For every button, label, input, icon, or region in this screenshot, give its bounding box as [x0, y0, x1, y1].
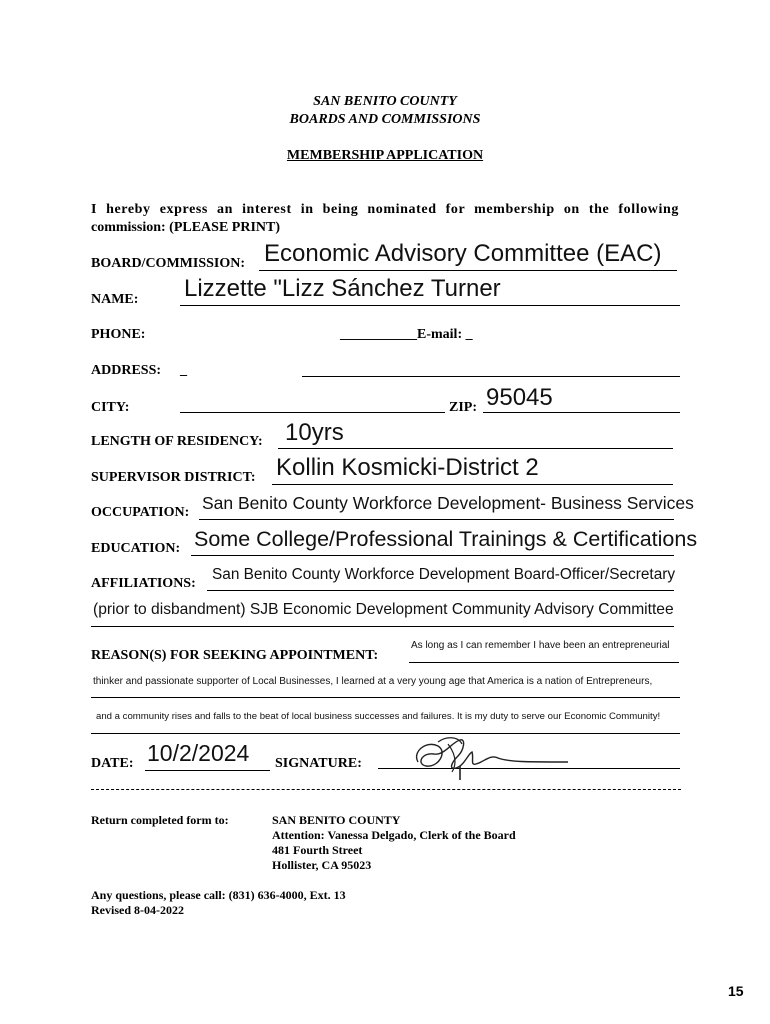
address-underline	[302, 376, 680, 377]
city-underline[interactable]	[180, 412, 445, 413]
dashed-separator	[91, 789, 681, 790]
board-label: BOARD/COMMISSION:	[91, 256, 246, 271]
name-underline	[180, 305, 680, 306]
reasons-field-2[interactable]: thinker and passionate supporter of Local Businesses, I learned at a very young age that America is a nation of Entrepreneurs,	[93, 676, 653, 687]
reasons-field-3[interactable]: and a community rises and falls to the beat of local business successes and failures. It is my duty to serve our Economic Community!	[96, 711, 661, 722]
address-field[interactable]: _	[180, 363, 187, 378]
return-label: Return completed form to:	[91, 813, 229, 827]
signature-label: SIGNATURE:	[275, 756, 362, 771]
signature-image	[408, 732, 578, 784]
city-label: CITY:	[91, 400, 130, 415]
education-field[interactable]: Some College/Professional Trainings & Certifications	[194, 527, 698, 551]
affiliations-underline	[207, 590, 674, 591]
name-label: NAME:	[91, 292, 139, 307]
district-field[interactable]: Kollin Kosmicki-District 2	[276, 454, 539, 481]
date-underline	[145, 770, 270, 771]
page-number: 15	[728, 983, 744, 999]
affiliations-label: AFFILIATIONS:	[91, 576, 196, 591]
reasons-underline-2	[91, 697, 680, 698]
residency-underline	[278, 448, 673, 449]
occupation-underline	[199, 519, 674, 520]
residency-field[interactable]: 10yrs	[285, 419, 344, 446]
zip-underline	[483, 412, 680, 413]
reasons-field-1[interactable]: As long as I can remember I have been an entrepreneurial	[411, 640, 670, 651]
affiliations-underline-2	[91, 626, 674, 627]
reasons-underline	[409, 662, 679, 663]
address-label: ADDRESS:	[91, 363, 162, 378]
intro-line-1: I hereby express an interest in being nominated for membership on the following	[91, 202, 679, 217]
questions-text: Any questions, please call: (831) 636-4000, Ext. 13	[91, 888, 346, 902]
department-title: BOARDS AND COMMISSIONS	[289, 112, 481, 127]
reasons-label: REASON(S) FOR SEEKING APPOINTMENT:	[91, 648, 379, 663]
education-label: EDUCATION:	[91, 541, 181, 556]
affiliations-field-2[interactable]: (prior to disbandment) SJB Economic Development Community Advisory Committee	[93, 601, 674, 618]
district-label: SUPERVISOR DISTRICT:	[91, 470, 256, 485]
affiliations-field-1[interactable]: San Benito County Workforce Development Board-Officer/Secretary	[212, 566, 676, 583]
email-label: ___________E-mail: _	[340, 327, 473, 342]
occupation-label: OCCUPATION:	[91, 505, 190, 520]
form-title: MEMBERSHIP APPLICATION	[286, 148, 484, 163]
zip-field[interactable]: 95045	[486, 384, 553, 411]
intro-line-2: commission: (PLEASE PRINT)	[91, 220, 281, 235]
name-field[interactable]: Lizzette "Lizz Sánchez Turner	[184, 275, 501, 302]
reasons-underline-3	[91, 733, 680, 734]
return-line-4: Hollister, CA 95023	[272, 858, 372, 872]
occupation-field[interactable]: San Benito County Workforce Development- Business Services	[202, 493, 694, 513]
date-label: DATE:	[91, 756, 134, 771]
board-field[interactable]: Economic Advisory Committee (EAC)	[264, 240, 662, 267]
county-title: SAN BENITO COUNTY	[313, 94, 457, 109]
phone-label: PHONE:	[91, 327, 146, 342]
education-underline	[191, 555, 674, 556]
return-line-3: 481 Fourth Street	[272, 843, 363, 857]
board-underline	[259, 270, 677, 271]
residency-label: LENGTH OF RESIDENCY:	[91, 434, 263, 449]
return-line-2: Attention: Vanessa Delgado, Clerk of the Board	[272, 828, 516, 842]
zip-label: ZIP:	[449, 400, 477, 415]
return-line-1: SAN BENITO COUNTY	[272, 813, 401, 827]
district-underline	[272, 484, 673, 485]
revised-text: Revised 8-04-2022	[91, 903, 184, 917]
date-field[interactable]: 10/2/2024	[147, 740, 250, 766]
